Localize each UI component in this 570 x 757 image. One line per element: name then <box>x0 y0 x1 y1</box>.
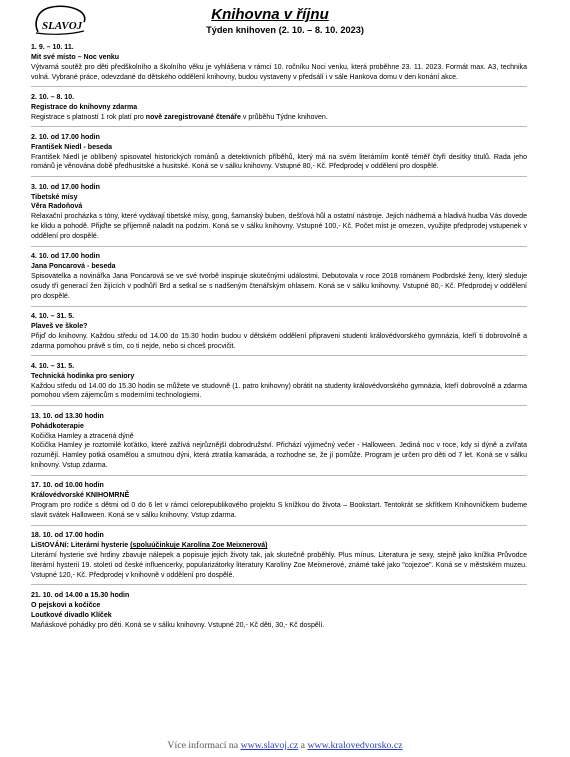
event-item <box>31 183 527 247</box>
link-kralovedvorsko[interactable]: www.kralovedvorsko.cz <box>307 740 403 751</box>
event-heading: Mit své místo – Noc venku <box>31 53 120 61</box>
event-description-part: Registrace s platností 1 rok platí pro <box>31 113 146 121</box>
event-description-part: nově zaregistrované čtenáře <box>145 113 241 121</box>
event-date: 4. 10. – 31. 5. <box>31 313 75 321</box>
svg-text:SLAVOJ: SLAVOJ <box>42 20 83 32</box>
event-item <box>31 481 527 525</box>
event-date: 1. 9. – 10. 11. <box>31 44 74 51</box>
link-slavoj[interactable]: www.slavoj.cz <box>240 740 299 751</box>
event-description: Maňáskové pohádky pro děti. Koná se v sálku knihovny. Vstupné 20,- Kč děti, 30,- Kč dospělí. <box>31 621 325 629</box>
footer-prefix: Více informací na <box>167 740 241 751</box>
page-title: Knihovna v říjnu <box>211 6 329 23</box>
event-item <box>31 93 527 128</box>
event-heading: O pejskovi a kočičce <box>31 601 101 609</box>
event-list <box>31 43 527 640</box>
footer <box>0 740 570 751</box>
event-item <box>31 252 527 306</box>
footer-middle: a <box>298 740 308 751</box>
event-description: Kočička Hamley je roztomilé koťátko, které zažívá nejrůznější dobrodružství. Přichází výjimečný večer - Halloween. Jediná noc v roce, kdy si dýně a zvířata rozumějí. Hamley potká osamělou a smutnou dýni, která ztratila kamaráda, a rozhodne se, že jí pomůže. Program je určen pro děti od 7 let. Koná se v sálku knihovny. Vstup zdarma. <box>31 442 527 470</box>
event-description: František Niedl je oblíbený spisovatel historických románů a detektivních příběhů, který má na svém literárním kontě téměř čtyři desítky titulů. Rada jeho románů je věnována době předhusitské a husitské. Koná se v sálku knihovny. Vstupné 80,- Kč. Předprodej v oddělení pro dospělé. <box>31 153 527 171</box>
event-item <box>31 133 527 177</box>
event-description-part: v průběhu Týdne knihoven. <box>240 113 328 121</box>
event-item <box>31 362 527 406</box>
event-description: Literární hysterie své hrdiny zbavuje nálepek a popisuje jejich životy tak, jak skutečně proběhly. Plus mínus. Literatura je sexy, stejně jako knížka Průvodce literární hysterií 19. století od české influencerky, popularizátorky literatury Karolíny Zoe Meixnerové, známé také jako "cojezoe". Koná se v městském muzeu. Vstupné 120,- Kč. Předprodej v knihovně v oddělení pro dospělé. <box>31 551 527 579</box>
event-description <box>31 113 527 123</box>
event-heading: Královédvorské KNIHOMRNĚ <box>31 492 130 500</box>
event-heading <box>31 541 527 551</box>
event-heading: Registrace do knihovny zdarma <box>31 103 138 111</box>
event-description: Program pro rodiče s dětmi od 0 do 6 let v rámci celorepublikového projektu S knížkou do života – Bookstart. Tentokrát se skřítkem Knihovníčkem budeme slavit svátek Halloween. Koná se v sálku knihovny. Vstup zdarma. <box>31 502 527 519</box>
event-subheading: Kočička Hamley a ztracená dýně <box>31 432 134 440</box>
event-item <box>31 412 527 476</box>
page-subtitle: Týden knihoven (2. 10. – 8. 10. 2023) <box>206 25 364 35</box>
event-date: 13. 10. od 13.30 hodin <box>31 412 104 420</box>
event-heading-main: LiStOVÁNí: Literární hysterie <box>31 542 131 550</box>
event-heading: Technická hodinka pro seniory <box>31 372 135 380</box>
event-item <box>31 43 527 87</box>
event-date: 4. 10. od 17.00 hodin <box>31 253 100 261</box>
event-heading-guest: (spoluúčinkuje Karolína Zoe Meixnerová) <box>130 542 268 550</box>
event-heading: Pohádkoterapie <box>31 422 84 430</box>
event-date: 2. 10. – 8. 10. <box>31 93 75 101</box>
event-item <box>31 591 527 634</box>
event-description: Relaxační procházka s tóny, které vydávají tibetské mísy, gong, šamanský buben, dešťová hůl a ostatní nástroje. Jejich nádherná a hladivá hudba Vás dovede ke klidu a pohodě. Přijďte se příjemně naladit na podzim. Koná se v sálku knihovny. Vstupné 100,- Kč. Počet míst je omezen, využijte předprodej vstupenek v oddělení pro dospělé. <box>31 213 527 240</box>
event-heading: František Niedl - beseda <box>31 143 113 151</box>
event-date: 17. 10. od 10.00 hodin <box>31 482 104 490</box>
event-heading: Tibetské mísy <box>31 193 78 201</box>
event-heading: Jana Poncarová - beseda <box>31 263 116 271</box>
event-description: Každou středu od 14.00 do 15.30 hodin se můžete ve studovně (1. patro knihovny) obrátit na studenty královédvorského gymnázia, kteří dobrovolně a zdarma pomohou všem zájemcům s moderními technologiemi. <box>31 382 527 400</box>
event-description: Výtvarná soutěž pro děti předškolního a školního věku je vyhlášena v rámci 10. ročníku Noci venku, která proběhne 23. 11. 2023. Formát max. A3, technika volná. Vybrané práce, odevzdané do dětského oddělení knihovny, budou vystaveny v předsálí i v sále Hankova domu v den konání akce. <box>31 63 527 81</box>
event-heading: Věra Radoňová <box>31 203 83 211</box>
event-description: Spisovatelka a novinářka Jana Poncarová se ve své tvorbě inspiruje skutečnými událostmi. Debutovala v roce 2018 románem Podbrdské ženy, který sleduje osudy tří generací žen žijících v podhůří Brd a setkal se s nadšeným čtenářským ohlasem. Koná se v sálku knihovny. Vstupné 80,- Kč. Předprodej v oddělení pro dospělé. <box>31 273 527 300</box>
event-subheading: Plaveš ve škole? <box>31 322 88 330</box>
event-item <box>31 531 527 585</box>
event-date: 3. 10. od 17.00 hodin <box>31 183 100 191</box>
event-date: 4. 10. – 31. 5. <box>31 362 75 370</box>
event-item <box>31 312 527 356</box>
event-date: 21. 10. od 14.00 a 15.30 hodin <box>31 591 130 599</box>
event-date: 2. 10. od 17.00 hodin <box>31 133 100 141</box>
event-description: Přijď do knihovny. Každou středu od 14.00 do 15.30 hodin budou v dětském oddělení připraveni studenti královédvorského gymnázia, kteří ti dobrovolně a zdarma pomohou právě s tím, co ti nejde, nebo si chceš procvičit. <box>31 332 527 350</box>
event-heading: Loutkové divadlo Klíček <box>31 611 112 619</box>
event-date: 18. 10. od 17.00 hodin <box>31 532 104 540</box>
